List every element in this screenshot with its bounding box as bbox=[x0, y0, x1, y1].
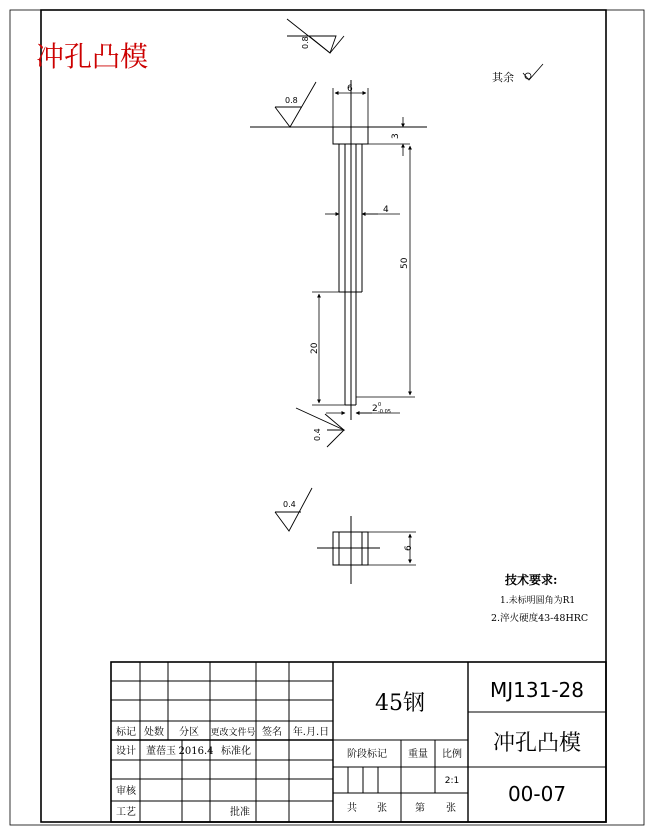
tb-designer: 董蓓玉 bbox=[146, 746, 176, 757]
tb-sheet-label: 第 bbox=[415, 803, 425, 814]
material-label: 45钢 bbox=[375, 691, 425, 716]
roughness-rest-symbol bbox=[523, 64, 543, 80]
tb-stage-label: 阶段标记 bbox=[347, 749, 387, 760]
tb-review-label: 审核 bbox=[116, 786, 136, 797]
tb-sheets-label: 张 bbox=[377, 803, 387, 814]
drawing-heading: 冲孔凸模 bbox=[36, 40, 149, 73]
roughness-bottom-value: 0.4 bbox=[313, 428, 322, 441]
roughness-top-value: 0.8 bbox=[301, 36, 310, 49]
tb-standard-label: 标准化 bbox=[221, 746, 251, 757]
punch-main-view bbox=[250, 80, 427, 420]
tb-scale-label: 比例 bbox=[442, 749, 462, 760]
tb-scale-value: 2:1 bbox=[444, 776, 460, 786]
tb-header-mark: 标记 bbox=[116, 727, 136, 738]
tech-req-item-1: 1.未标明圆角为R1 bbox=[500, 596, 576, 606]
tb-design-label: 设计 bbox=[116, 746, 136, 757]
dim-tip-length: 20 bbox=[310, 342, 320, 354]
punch-lower-view bbox=[317, 516, 380, 584]
roughness-symbol-lower bbox=[275, 488, 312, 531]
tb-header-date: 年.月.日 bbox=[292, 727, 330, 738]
part-name: 冲孔凸模 bbox=[492, 731, 582, 756]
dim-shank-dia: 4 bbox=[383, 205, 389, 215]
dim-tip-dia: 2 bbox=[372, 404, 378, 414]
tb-header-zone: 分区 bbox=[179, 727, 199, 738]
tech-req-item-2: 2.淬火硬度43-48HRC bbox=[491, 613, 589, 624]
drawing-code: 00-07 bbox=[507, 782, 567, 806]
outer-frame bbox=[10, 10, 644, 825]
dim-lower-height: 6 bbox=[404, 545, 414, 551]
drawing-number: MJ131-28 bbox=[490, 678, 584, 702]
tb-total-label: 共 bbox=[347, 803, 357, 814]
dim-head-height: 3 bbox=[391, 133, 401, 139]
tb-sheet-of-label: 张 bbox=[446, 803, 456, 814]
tb-weight-label: 重量 bbox=[408, 749, 428, 760]
tb-date: 2016.4 bbox=[178, 746, 214, 757]
tech-req-title: 技术要求: bbox=[505, 573, 558, 587]
dim-total-length: 50 bbox=[400, 257, 410, 269]
tb-approve-label: 批准 bbox=[230, 807, 250, 818]
dim-tip-tol-upper: 0 bbox=[378, 402, 382, 408]
dim-tip-tol-lower: -0.05 bbox=[378, 409, 391, 415]
tb-header-change: 更改文件号 bbox=[210, 728, 256, 738]
roughness-lower-value: 0.4 bbox=[283, 500, 296, 509]
dim-head-width: 6 bbox=[347, 84, 353, 94]
roughness-symbol-top bbox=[287, 19, 344, 53]
roughness-rest-label: 其余 bbox=[492, 71, 514, 84]
tb-header-count: 处数 bbox=[144, 727, 164, 738]
roughness-left-value: 0.8 bbox=[285, 96, 298, 105]
tb-header-sign: 签名 bbox=[262, 727, 282, 738]
tb-process-label: 工艺 bbox=[116, 807, 136, 818]
